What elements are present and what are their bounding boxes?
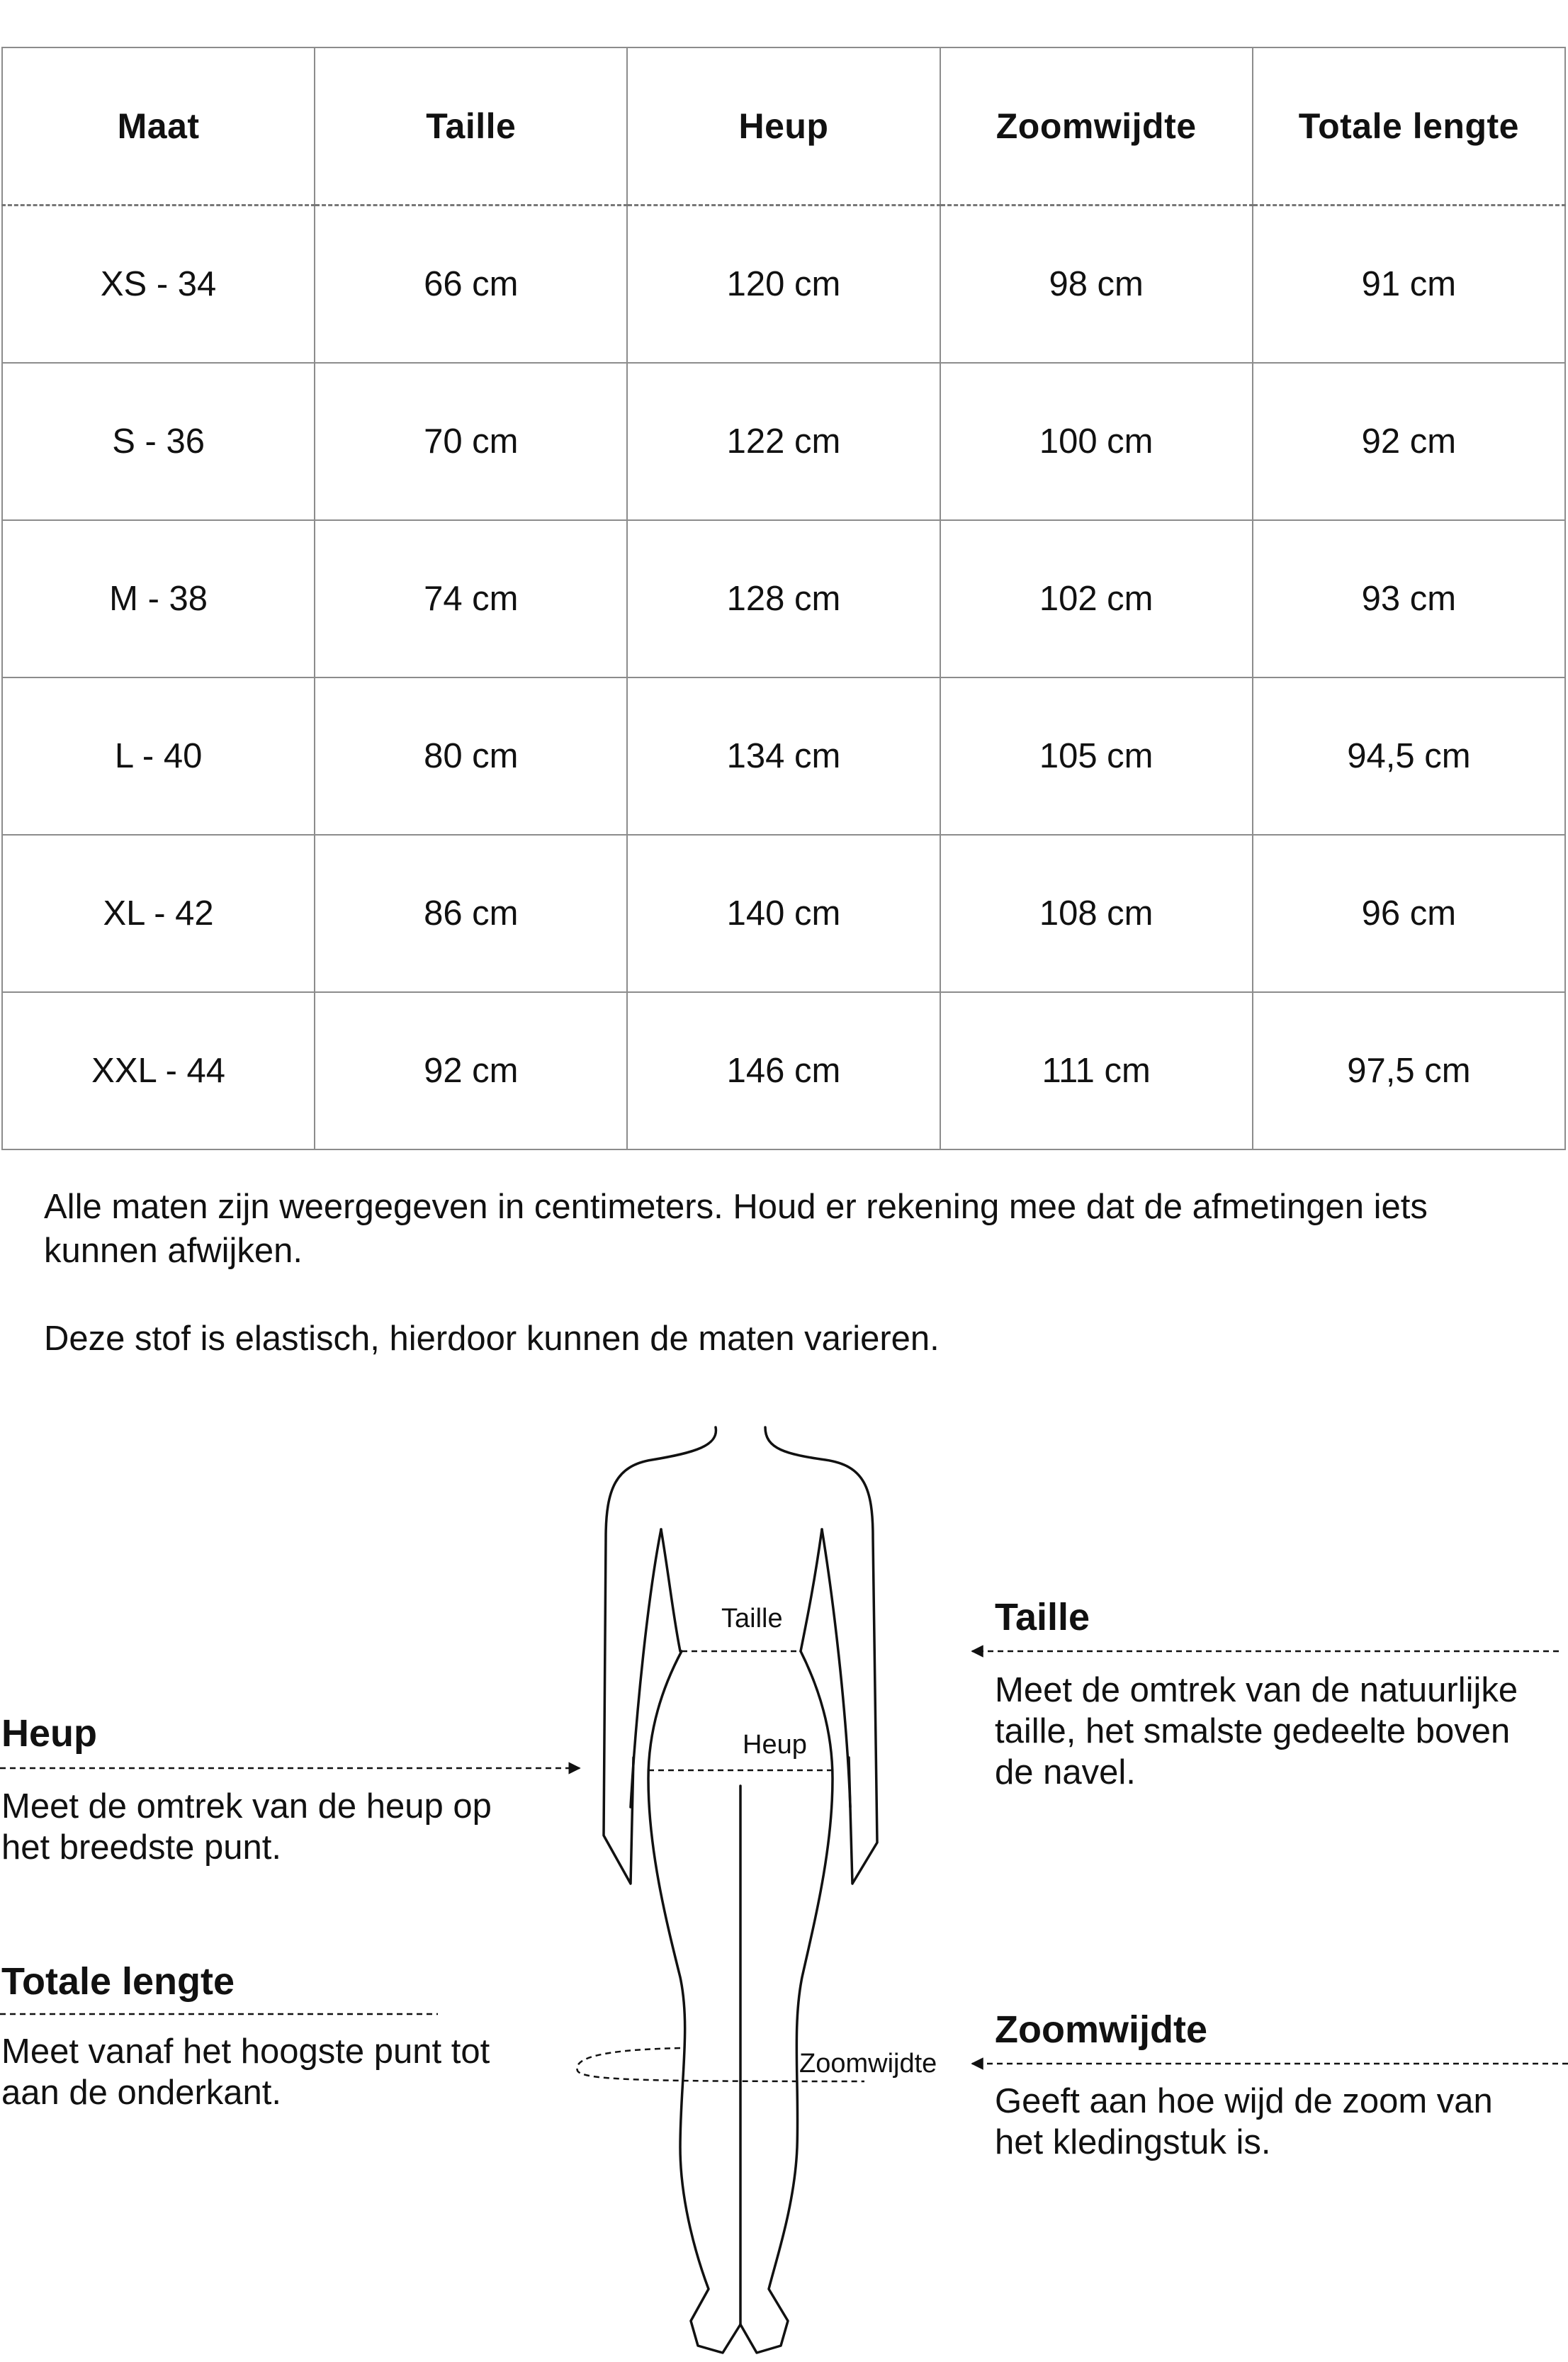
- table-row: [2, 992, 1565, 1149]
- cell-heup: 140 cm: [627, 835, 940, 992]
- cell-taille: 86 cm: [315, 835, 627, 992]
- table-row: [2, 520, 1565, 677]
- cell-heup: 122 cm: [627, 363, 940, 520]
- cell-taille: 66 cm: [315, 206, 627, 364]
- cell-zoomwijdte: 100 cm: [940, 363, 1253, 520]
- cell-heup: 146 cm: [627, 992, 940, 1149]
- header-maat: Maat: [2, 47, 315, 206]
- table-row: [2, 835, 1565, 992]
- cell-heup: 128 cm: [627, 520, 940, 677]
- heup-title: Heup: [1, 1712, 97, 1755]
- cell-totale-lengte: 94,5 cm: [1253, 677, 1565, 835]
- cell-maat: S - 36: [2, 363, 315, 520]
- taille-title: Taille: [995, 1596, 1090, 1638]
- zoomwijdte-title: Zoomwijdte: [995, 2008, 1207, 2051]
- figure-trousers-left-leg: [648, 1651, 740, 2353]
- figure-left-lapel: [631, 1529, 661, 1807]
- figure-left-shoulder: [604, 1427, 716, 1884]
- cell-taille: 70 cm: [315, 363, 627, 520]
- cell-heup: 120 cm: [627, 206, 940, 364]
- heup-description: Meet de omtrek van de heup op het breedste punt.: [1, 1787, 492, 1867]
- note-measurements: Alle maten zijn weergegeven in centimeters. Houd er rekening mee dat de afmetingen iets kunnen afwijken.: [44, 1188, 1428, 1270]
- figure-right-shoulder: [765, 1427, 877, 1884]
- cell-totale-lengte: 97,5 cm: [1253, 992, 1565, 1149]
- figure-right-lapel-inner: [801, 1529, 822, 1651]
- cell-zoomwijdte: 108 cm: [940, 835, 1253, 992]
- size-table: [1, 47, 1566, 1150]
- table-row: [2, 363, 1565, 520]
- cell-maat: M - 38: [2, 520, 315, 677]
- table-header-row: [2, 47, 1565, 206]
- totale-lengte-description: Meet vanaf het hoogste punt tot aan de onderkant.: [1, 2032, 490, 2112]
- cell-totale-lengte: 93 cm: [1253, 520, 1565, 677]
- header-totale-lengte: Totale lengte: [1253, 47, 1565, 206]
- figure-label-taille: Taille: [721, 1604, 783, 1633]
- zoomwijdte-description: Geeft aan hoe wijd de zoom van het kledingstuk is.: [995, 2082, 1493, 2161]
- cell-taille: 80 cm: [315, 677, 627, 835]
- figure-label-heup: Heup: [743, 1730, 807, 1760]
- table-row: [2, 206, 1565, 364]
- cell-maat: XS - 34: [2, 206, 315, 364]
- header-taille: Taille: [315, 47, 627, 206]
- cell-taille: 74 cm: [315, 520, 627, 677]
- figure-left-lapel-inner: [661, 1529, 680, 1651]
- cell-totale-lengte: 91 cm: [1253, 206, 1565, 364]
- cell-totale-lengte: 96 cm: [1253, 835, 1565, 992]
- cell-zoomwijdte: 111 cm: [940, 992, 1253, 1149]
- cell-totale-lengte: 92 cm: [1253, 363, 1565, 520]
- cell-maat: L - 40: [2, 677, 315, 835]
- body-figure-illustration: [0, 1410, 1568, 2362]
- size-notes: [44, 1185, 1532, 1361]
- cell-maat: XL - 42: [2, 835, 315, 992]
- cell-zoomwijdte: 98 cm: [940, 206, 1253, 364]
- cell-maat: XXL - 44: [2, 992, 315, 1149]
- header-zoomwijdte: Zoomwijdte: [940, 47, 1253, 206]
- figure-label-zoomwijdte: Zoomwijdte: [799, 2049, 937, 2079]
- totale-lengte-title: Totale lengte: [1, 1960, 235, 2003]
- cell-heup: 134 cm: [627, 677, 940, 835]
- cell-zoomwijdte: 102 cm: [940, 520, 1253, 677]
- header-heup: Heup: [627, 47, 940, 206]
- table-row: [2, 677, 1565, 835]
- measurement-diagram: [0, 1410, 1568, 2362]
- cell-taille: 92 cm: [315, 992, 627, 1149]
- taille-description: Meet de omtrek van de natuurlijke taille, het smalste gedeelte boven de navel.: [995, 1671, 1518, 1792]
- note-elastic-fabric: Deze stof is elastisch, hierdoor kunnen de maten varieren.: [44, 1320, 940, 1358]
- figure-right-lapel: [822, 1529, 850, 1807]
- cell-zoomwijdte: 105 cm: [940, 677, 1253, 835]
